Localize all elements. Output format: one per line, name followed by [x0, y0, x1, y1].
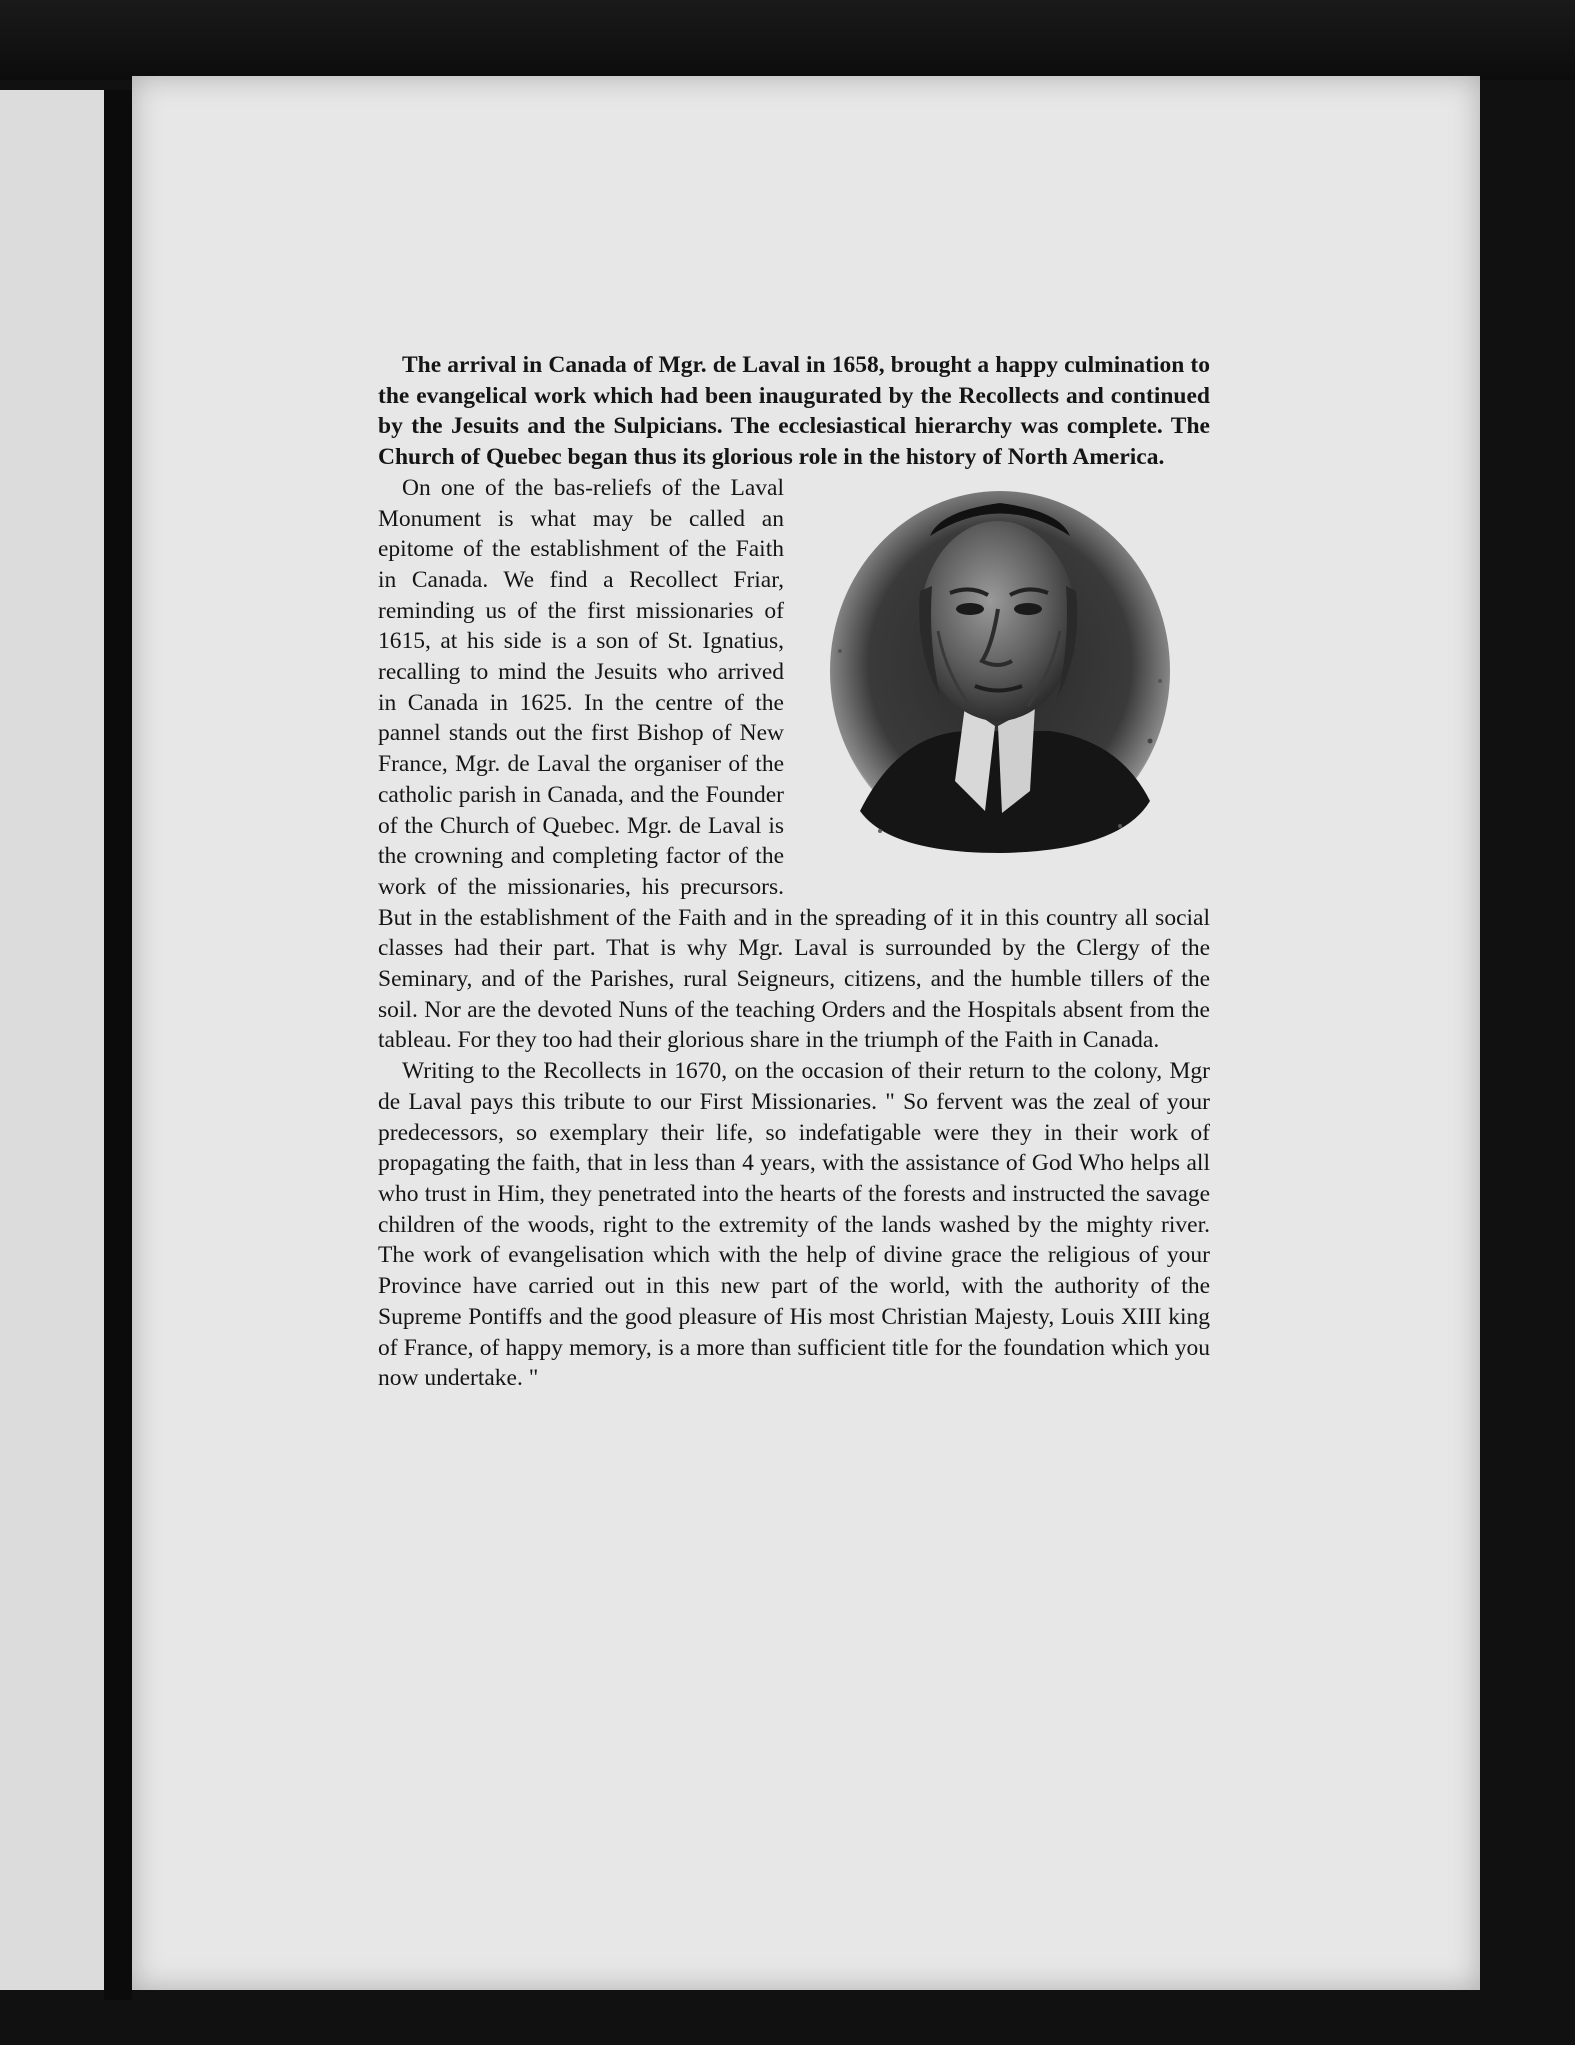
paragraph-bas-relief: On one of the bas-reliefs of the Laval Monument is what may be called an epitome of the establishment of the Faith in Canada. We find a Recollect Friar, reminding us of the first missionaries of 1615, at his side is a son of St. Ignatius, recalling to mind the Jesuits who arrived in Canada in 1625. In the centre of the pannel stands out the first Bishop of New France, Mgr. de Laval the organiser of the catholic parish in Canada, and the Founder of the Church of Quebec. Mgr. de Laval is the crowning and completing factor of the work of the missionaries, his precursors. But in the establishment of the Faith and in the spreading of it in this country all social classes had their part. That is why Mgr. Laval is surrounded by the Clergy of the Seminary, and of the Parishes, rural Seigneurs, citizens, and the humble tillers of the soil. Nor are the devoted Nuns of the teaching Orders and the Hospitals absent from the tableau. For they too had their glorious share in the triumph of the Faith in Canada. — [378, 474, 1210, 1054]
body-text — [378, 350, 1210, 1394]
page-gutter — [104, 90, 132, 2000]
portrait-engraving-icon — [820, 481, 1180, 861]
scan-border-top — [0, 0, 1575, 80]
portrait-figure — [802, 479, 1210, 875]
facing-page-edge — [0, 90, 104, 1990]
paragraph-arrival: The arrival in Canada of Mgr. de Laval in 1658, brought a happy culmination to the evangelical work which had been inaugurated by the Recollects and continued by the Jesuits and the Sulpicians. The ecclesiastical hierarchy was complete. The Church of Quebec began thus its glorious role in the history of North America. — [378, 352, 1210, 471]
paragraph-recollects-letter: Writing to the Recollects in 1670, on the occasion of their return to the colony, Mgr de Laval pays this tribute to our First Missionaries. " So fervent was the zeal of your predecessors, so exemplary their life, so indefatigable were they in their work of propagating the faith, that in less than 4 years, with the assistance of God Who helps all who trust in Him, they penetrated into the hearts of the forests and instructed the savage children of the woods, right to the extremity of the lands washed by the mighty river. The work of evangelisation which with the help of divine grace the religious of your Province have carried out in this new part of the world, with the authority of the Supreme Pontiffs and the good pleasure of His most Christian Majesty, Louis XIII king of France, of happy memory, is a more than sufficient title for the foundation which you now undertake. " — [378, 1058, 1210, 1392]
